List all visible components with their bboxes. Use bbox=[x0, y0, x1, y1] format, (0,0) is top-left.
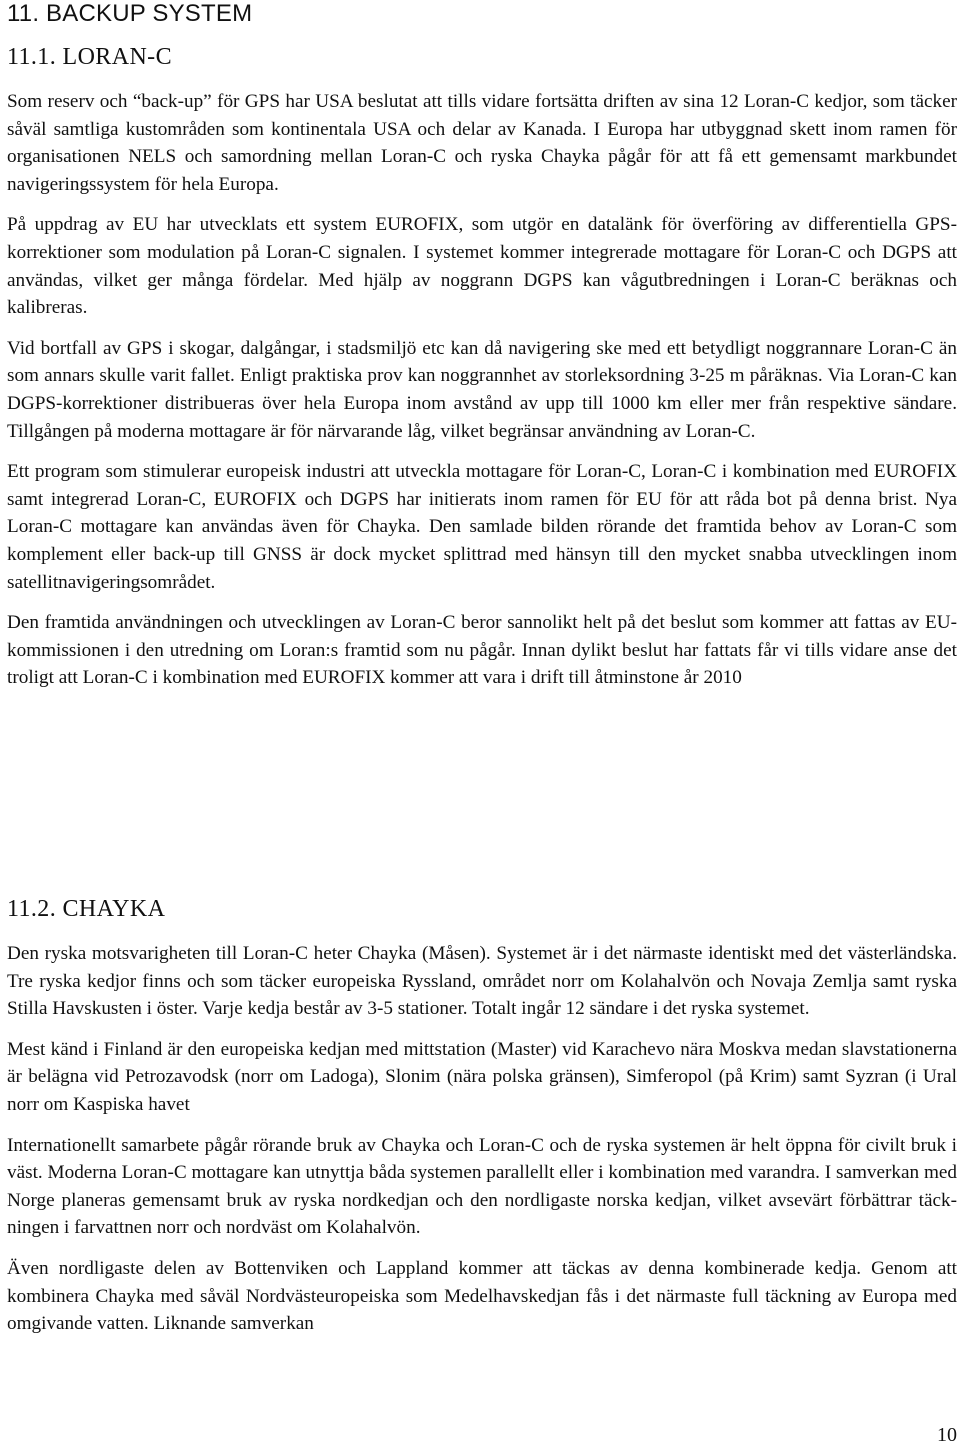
section-heading-chayka: 11.2. CHAYKA bbox=[7, 896, 166, 922]
paragraph: Ett program som stimulerar europeisk industri att utveckla mottagare för Loran-C, Loran-C i kombination med EUROFIX samt integrerad Loran-C, EUROFIX och DGPS har initierats inom ramen för EU för att råda bot på denna brist. Nya Loran-C mottagare kan användas även för Chayka. Den samlade bilden rörande det framtida behov av Loran-C som komplement eller back-up till GNSS är dock mycket splittrad med hänsyn till den mycket snabba utvecklingen inom satellitnavigeringsområdet. bbox=[7, 461, 957, 593]
paragraph: Den framtida användningen och utvecklingen av Loran-C beror sannolikt helt på det beslut som kommer att fattas av EU-kommissionen i den utredning om Loran:s framtid som nu pågår. Innan dylikt beslut har fattats får vi tills vidare anse det troligt att Loran-C i kombination med EUROFIX kommer att vara i drift till åtminstone år 2010 bbox=[7, 612, 957, 689]
paragraph: Internationellt samarbete pågår rörande bruk av Chayka och Loran-C och de ryska systemen är helt öppna för civilt bruk i väst. Moderna Loran-C mottagare kan utnyttja båda systemen parallellt eller i kombination med varandra. I samverkan med Norge planeras gemensamt bruk av ryska nordkedjan och den nordligaste norska kedjan, vilket avsevärt förbättrar täckningen i farvattnen norr och nordväst om Kolahalvön. bbox=[7, 1134, 957, 1239]
paragraph: Som reserv och “back-up” för GPS har USA beslutat att tills vidare fortsätta driften av sina 12 Loran-C kedjor, som täcker såväl samtliga kustområden som kontinentala USA och delar av Kanada. I Europa har utbyggnad skett inom ramen för organisationen NELS och samordning mellan Loran-C och ryska Chayka pågår för att få ett gemensamt markbundet navigeringssystem för hela Europa. bbox=[7, 91, 957, 195]
section-heading-loran-c: 11.1. LORAN-C bbox=[7, 44, 172, 70]
paragraph: Mest känd i Finland är den europeiska kedjan med mittstation (Master) vid Karachevo nära Moskva medan slavstationerna är belägna vid Petrozavodsk (norr om Ladoga), Slonim (nära polska gränsen), Simferopol (på Krim) samt Syzran (i Ural norr om Kaspiska havet bbox=[7, 1038, 957, 1115]
paragraph: På uppdrag av EU har utvecklats ett system EUROFIX, som utgör en datalänk för överföring av differentiella GPS-korrektioner som modulation på Loran-C signalen. I systemet kommer integrerade mottagare för Loran-C och DGPS att användas, vilket ger många fördelar. Med hjälp av noggrann DGPS kan vågutbredningen i Loran-C beräknas och kalibreras. bbox=[7, 214, 957, 319]
paragraph: Även nordligaste delen av Bottenviken och Lappland kommer att täckas av denna kombinerade kedja. Genom att kombinera Chayka med såväl Nordvästeuropeiska som Medelhavskedjan fås i det närmaste full täckning av Europa med omgivande vatten. Liknande samverkan bbox=[7, 1257, 957, 1335]
page-number: 10 bbox=[937, 1424, 957, 1446]
chapter-heading: 11. BACKUP SYSTEM bbox=[7, 0, 253, 27]
section-chayka-body bbox=[7, 940, 957, 1351]
section-loran-c-body bbox=[7, 88, 957, 705]
paragraph: Vid bortfall av GPS i skogar, dalgångar, i stadsmiljö etc kan då navigering ske med ett betydligt noggrannare Loran-C än som annars skulle varit fallet. Enligt praktiska prov kan noggrannhet av storleksordning 3-25 m påräknas. Via Loran-C kan DGPS-korrektioner distribueras över hela Europa inom avstånd av upp till 1000 km eller mer från respektive sändare. Tillgången på moderna mottagare är för närvarande låg, vilket begränsar användning av Loran-C. bbox=[7, 337, 957, 442]
paragraph: Den ryska motsvarigheten till Loran-C heter Chayka (Måsen). Systemet är i det närmaste identiskt med det västerländska. Tre ryska kedjor finns och som täcker europeiska Ryssland, området norr om Kolahalvön och Novaja Zemlja samt ryska Stilla Havskusten i öster. Varje kedja består av 3-5 stationer. Totalt ingår 12 sändare i det ryska systemet. bbox=[7, 943, 957, 1020]
